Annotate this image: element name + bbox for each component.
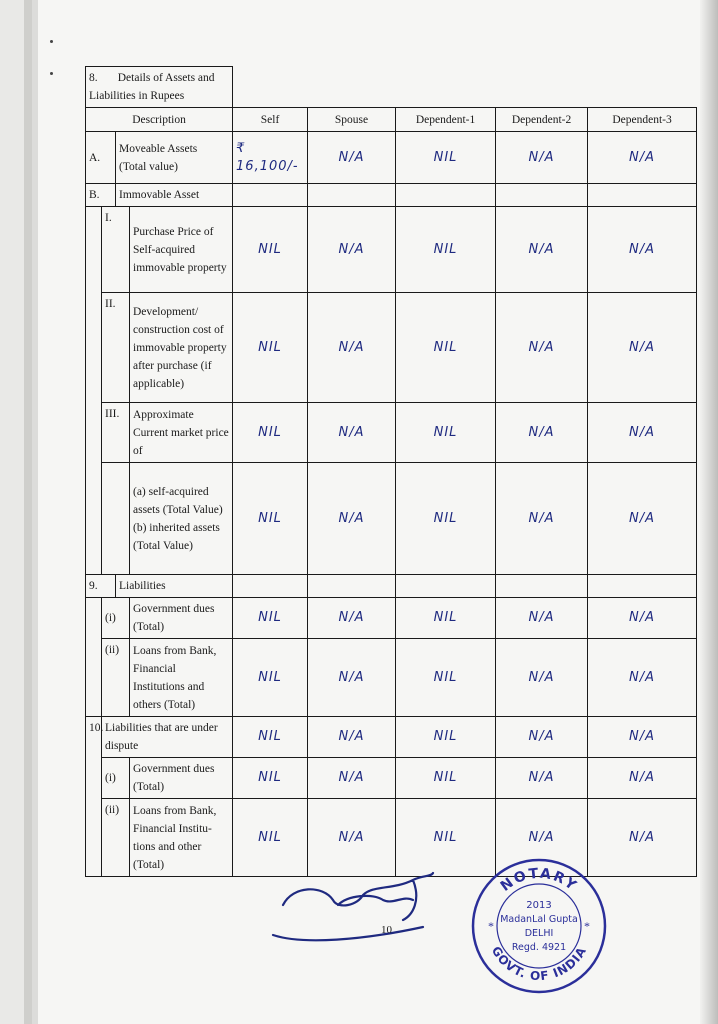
page-edge: [700, 0, 718, 1024]
row-label: Liabilities: [116, 575, 233, 598]
table-row: [86, 463, 697, 575]
self-value: NIL: [233, 717, 308, 758]
dep3-value: N/A: [588, 463, 697, 575]
spouse-value: N/A: [308, 758, 396, 799]
row-letter: B.: [86, 184, 116, 207]
col-self: Self: [233, 108, 308, 132]
dep3-value: N/A: [588, 799, 697, 877]
self-value: NIL: [233, 639, 308, 717]
stamp-year: 2013: [526, 900, 552, 911]
dep2-value: N/A: [496, 132, 588, 184]
row-roman: I.: [102, 207, 130, 293]
dep3-value: N/A: [588, 132, 697, 184]
dep3-value: N/A: [588, 758, 697, 799]
heading-blank: [233, 67, 697, 108]
assets-liabilities-table: [85, 66, 697, 877]
dep3-value: N/A: [588, 639, 697, 717]
spouse-value: N/A: [308, 598, 396, 639]
row-roman: (i): [102, 598, 130, 639]
blank-cell: [102, 463, 130, 575]
row-label: Approximate Current market price of: [130, 403, 233, 463]
row-label: [130, 463, 233, 575]
label-a: (a) self-acquired assets (Total Value): [133, 485, 223, 516]
section-number: 8.: [89, 72, 98, 84]
self-value: NIL: [233, 758, 308, 799]
label-b: (b) inherited assets (Total Value): [133, 521, 220, 552]
self-value: NIL: [233, 293, 308, 403]
signature: [263, 865, 443, 955]
indent-cell: [86, 207, 102, 575]
stamp-name: MadanLal Gupta: [500, 914, 578, 925]
row-label: Liabilities that are under dispute: [102, 717, 233, 758]
dep1-value: NIL: [396, 293, 496, 403]
col-spouse: Spouse: [308, 108, 396, 132]
page-number: 10: [381, 924, 392, 936]
table-row: [86, 575, 697, 598]
row-roman: (ii): [102, 639, 130, 717]
spouse-value: N/A: [308, 799, 396, 877]
row-label: [116, 132, 233, 184]
table-row: [86, 184, 697, 207]
section-title: Details of Assets and Liabilities in Rupees: [89, 72, 215, 102]
dep1-value: NIL: [396, 598, 496, 639]
row-label: Loans from Bank, Financial Institutions and others (Total): [130, 639, 233, 717]
dep1-value: NIL: [396, 717, 496, 758]
dep3-value: N/A: [588, 717, 697, 758]
spouse-value: N/A: [308, 293, 396, 403]
table-row: [86, 639, 697, 717]
row-letter: A.: [86, 132, 116, 184]
dep2-value: N/A: [496, 207, 588, 293]
col-dependent-2: Dependent-2: [496, 108, 588, 132]
row-label: Government dues (Total): [130, 598, 233, 639]
spouse-value: N/A: [308, 639, 396, 717]
row-label: Government dues (Total): [130, 758, 233, 799]
dep2-value: N/A: [496, 598, 588, 639]
dep2-value: N/A: [496, 463, 588, 575]
section-8-heading: [86, 67, 233, 108]
spouse-value: N/A: [308, 132, 396, 184]
stamp-star-icon: *: [488, 919, 494, 933]
dep3-value: N/A: [588, 403, 697, 463]
table-row: [86, 132, 697, 184]
self-value: ₹ 16,100/-: [233, 132, 308, 184]
dep1-value: NIL: [396, 403, 496, 463]
indent-cell: [86, 598, 102, 717]
self-value: NIL: [233, 207, 308, 293]
row-label: Loans from Bank, Financial Institu- tions and other (Total): [130, 799, 233, 877]
col-dependent-3: Dependent-3: [588, 108, 697, 132]
margin-mark: [50, 40, 53, 43]
stamp-regd: Regd. 4921: [511, 942, 567, 953]
row-roman: (i): [102, 758, 130, 799]
spouse-value: N/A: [308, 207, 396, 293]
row-label: Immovable Asset: [116, 184, 233, 207]
spouse-value: N/A: [308, 717, 396, 758]
self-value: NIL: [233, 799, 308, 877]
stamp-bottom-text: GOVT. OF INDIA: [488, 943, 590, 984]
label-line: Moveable Assets: [119, 142, 198, 155]
row-roman: II.: [102, 293, 130, 403]
dep2-value: N/A: [496, 717, 588, 758]
dep1-value: NIL: [396, 758, 496, 799]
dep2-value: N/A: [496, 403, 588, 463]
table-row: [86, 717, 697, 758]
self-value: NIL: [233, 463, 308, 575]
spouse-value: N/A: [308, 463, 396, 575]
dep2-value: N/A: [496, 799, 588, 877]
dep1-value: NIL: [396, 132, 496, 184]
row-number: 9.: [86, 575, 116, 598]
row-roman: (ii): [102, 799, 130, 877]
col-dependent-1: Dependent-1: [396, 108, 496, 132]
row-number: 10.: [86, 717, 102, 877]
dep1-value: NIL: [396, 463, 496, 575]
stamp-city: DELHI: [524, 928, 554, 939]
spouse-value: N/A: [308, 403, 396, 463]
dep1-value: NIL: [396, 799, 496, 877]
notary-stamp: [469, 856, 609, 996]
dep2-value: N/A: [496, 639, 588, 717]
margin-mark: [50, 72, 53, 75]
row-label: Development/ construction cost of immovable property after purchase (if applicable): [130, 293, 233, 403]
dep3-value: N/A: [588, 293, 697, 403]
self-value: NIL: [233, 403, 308, 463]
stamp-star-icon: *: [584, 919, 590, 933]
label-line: (Total value): [119, 160, 178, 173]
table-row: [86, 598, 697, 639]
dep3-value: N/A: [588, 598, 697, 639]
svg-text:NOTARY: [498, 866, 581, 895]
stamp-top-text: NOTARY: [497, 865, 581, 895]
table-row: [86, 758, 697, 799]
dep2-value: N/A: [496, 758, 588, 799]
self-value: NIL: [233, 598, 308, 639]
col-description: Description: [86, 108, 233, 132]
row-roman: III.: [102, 403, 130, 463]
table-row: [86, 403, 697, 463]
row-label: Purchase Price of Self-acquired immovable property: [130, 207, 233, 293]
dep2-value: N/A: [496, 293, 588, 403]
table-row: [86, 293, 697, 403]
dep1-value: NIL: [396, 639, 496, 717]
dep1-value: NIL: [396, 207, 496, 293]
table-row: [86, 207, 697, 293]
dep3-value: N/A: [588, 207, 697, 293]
